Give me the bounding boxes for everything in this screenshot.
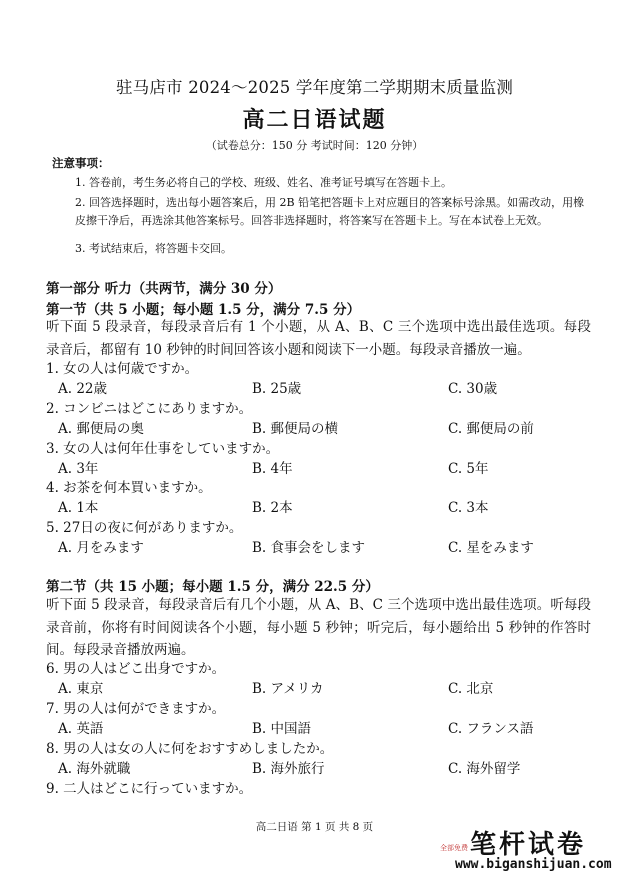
option-c: C. 3本 [448,500,489,516]
option-b: B. 郵便局の横 [252,421,339,437]
option-c: C. 郵便局の前 [448,421,534,437]
question-4: 4. お茶を何本買いますか。 [46,480,212,496]
question-9: 9. 二人はどこに行っていますか。 [46,781,253,797]
exam-title: 驻马店市 2024～2025 学年度第二学期期末质量监测 [115,78,514,97]
watermark-tag: 全部免费 [440,844,468,852]
section2-instructions: 听下面 5 段录音，每段录音后有几个小题，从 A、B、C 三个选项中选出最佳选项。听每段录音前，你将有时间阅读各个小题，每小题 5 秒钟；听完后，每小题给出 5 秒钟的作答时间。每段录音播放两遍。 [46,597,591,658]
option-b: B. 中国語 [252,721,312,737]
question-5: 5. 27日の夜に何がありますか。 [46,520,243,536]
option-a: A. 22歳 [58,381,108,397]
page-footer: 高二日语 第 1 页 共 8 页 [255,821,374,833]
option-a: A. 月をみます [58,540,144,556]
note-item: 1. 答卷前，考生务必将自己的学校、班级、姓名、准考证号填写在答题卡上。 [75,176,452,189]
option-b: B. アメリカ [252,681,324,697]
question-2: 2. コンビニはどこにありますか。 [46,401,253,417]
part1-title: 第一部分 听力（共两节，满分 30 分） [46,281,282,297]
option-a: A. 3年 [58,461,99,477]
option-c: C. 海外留学 [448,761,521,777]
option-c: C. 北京 [448,681,494,697]
notes-heading: 注意事项： [52,156,110,170]
option-b: B. 食事会をします [252,540,366,556]
option-c: C. 星をみます [448,540,534,556]
option-b: B. 4年 [252,461,293,477]
section1-instructions: 听下面 5 段录音，每段录音后有 1 个小题，从 A、B、C 三个选项中选出最佳选项。每段录音后，都留有 10 秒钟的时间回答该小题和阅读下一小题。每段录音播放一遍。 [46,319,591,358]
subject-title: 高二日语试题 [242,107,387,133]
option-c: C. フランス語 [448,721,534,737]
option-a: A. 1本 [58,500,99,516]
section1-title: 第一节（共 5 小题；每小题 1.5 分，满分 7.5 分） [46,302,361,318]
question-8: 8. 男の人は女の人に何をおすすめしましたか。 [46,741,334,757]
option-a: A. 東京 [58,681,104,697]
option-a: A. 海外就職 [58,761,131,777]
question-3: 3. 女の人は何年仕事をしていますか。 [46,441,280,457]
section2-title: 第二节（共 15 小题；每小题 1.5 分，满分 22.5 分） [46,579,379,595]
option-a: A. 英語 [58,721,104,737]
option-b: B. 海外旅行 [252,761,325,777]
option-b: B. 25歳 [252,381,302,397]
option-c: C. 30歳 [448,381,498,397]
watermark-logo: 笔杆试卷 [470,830,587,860]
watermark-url[interactable]: www.biganshijuan.com [455,857,612,872]
exam-info: （试卷总分：150 分 考试时间：120 分钟） [205,139,424,152]
question-6: 6. 男の人はどこ出身ですか。 [46,661,226,677]
note-item: 3. 考试结束后，将答题卡交回。 [75,242,232,255]
question-1: 1. 女の人は何歳ですか。 [46,361,199,377]
option-c: C. 5年 [448,461,489,477]
question-7: 7. 男の人は何ができますか。 [46,701,226,717]
option-a: A. 郵便局の奥 [58,421,144,437]
option-b: B. 2本 [252,500,293,516]
note-item: 2. 回答选择题时，选出每小题答案后，用 2B 铅笔把答题卡上对应题目的答案标号涂黑。如需改动，用橡皮擦干净后，再选涂其他答案标号。回答非选择题时，将答案写在答题卡上。写在本试卷上无效。 [75,196,585,227]
